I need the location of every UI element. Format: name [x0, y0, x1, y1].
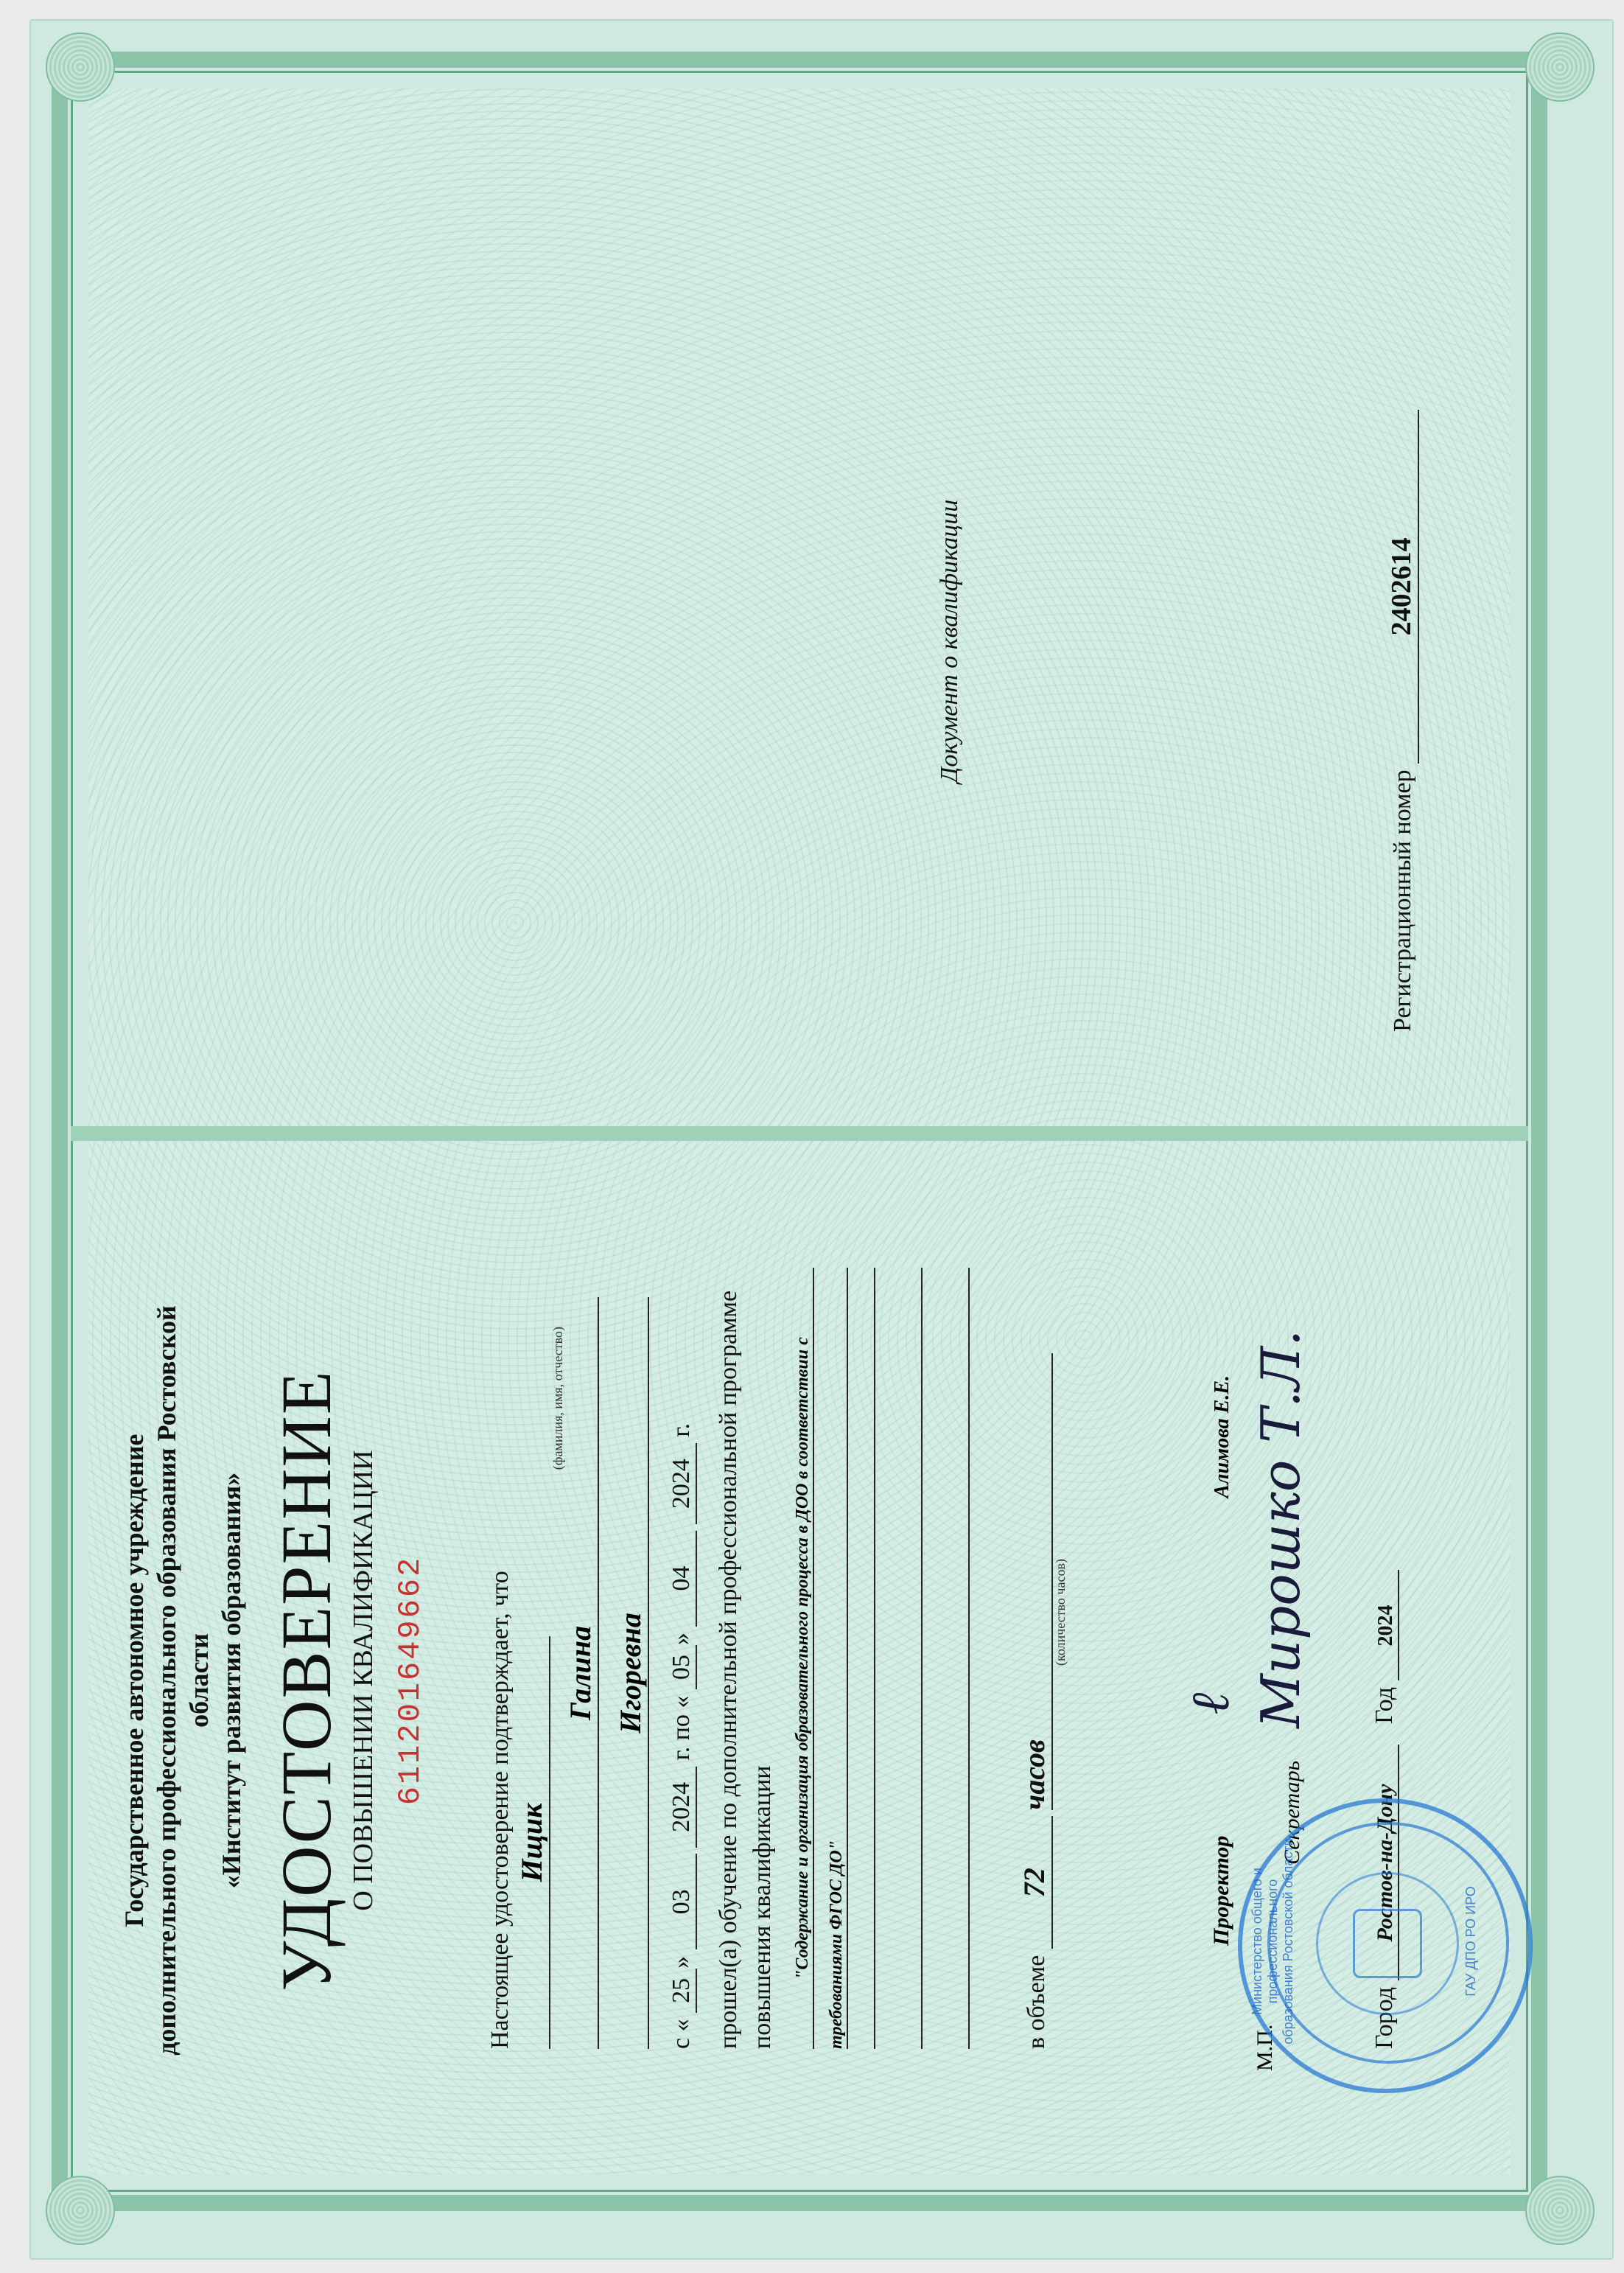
document-subtitle: О ПОВЫШЕНИИ КВАЛИФИКАЦИИ — [348, 1450, 379, 1911]
passed-text: прошел(а) обучение по дополнительной профессиональной программе — [715, 1290, 742, 2049]
from-label: с « — [668, 2019, 695, 2049]
reg-label: Регистрационный номер — [1389, 769, 1416, 1032]
stamp-inner-text: ГАУ ДПО РО ИРО — [1463, 1886, 1478, 1997]
first-name-field: Галина — [563, 1297, 599, 2049]
prorector-signature-icon: ℓ — [1179, 1692, 1241, 1715]
serial-number: 611201649662 — [393, 1555, 428, 1806]
hours-word: часов — [1017, 1353, 1053, 1810]
reg-number: 2402614 — [1385, 410, 1419, 764]
date-to-year: 2024 — [668, 1443, 697, 1524]
corner-rosette-icon — [1525, 2176, 1595, 2245]
hours-caption: (количество часов) — [1053, 1559, 1068, 1666]
city-value: Ростов-на-Дону — [1373, 1745, 1399, 1981]
date-to-month: 04 — [668, 1531, 697, 1627]
g-label: г. — [668, 1422, 695, 1437]
registration-row — [1385, 221, 1419, 1032]
city-label: Город — [1371, 1987, 1398, 2049]
prorector-row — [1179, 1282, 1242, 1946]
program-title-line-1: "Содержание и организация образовательного процесса в ДОО в соответствии с — [793, 1268, 814, 2049]
secretary-label: Секретарь — [1280, 1760, 1304, 1865]
date-from-month: 03 — [668, 1854, 697, 1949]
date-from-day: 25 — [668, 1969, 697, 2013]
corner-rosette-icon — [1525, 32, 1595, 102]
secretary-row — [1250, 1260, 1312, 1865]
date-row — [668, 1268, 697, 2049]
coat-of-arms-icon — [1353, 1909, 1422, 1978]
surname-field: Ищик — [514, 1636, 550, 2049]
quote-close: » — [668, 1633, 695, 1646]
org-line-1: Государственное автономное учреждение — [119, 1434, 149, 1927]
blank-line — [921, 1268, 923, 2049]
quote-close: » — [668, 1955, 695, 1969]
stamp-outer-text: Министерство общего и профессионального образования Ростовской области — [1250, 1838, 1295, 2045]
certificate-main-page — [74, 1150, 1518, 2211]
certificate-left-page — [74, 74, 1518, 1120]
date-to-day: 05 — [668, 1645, 697, 1689]
program-type: повышения квалификации — [749, 1765, 776, 2049]
volume-label: в объеме — [1023, 1955, 1050, 2049]
year-value: 2024 — [1374, 1571, 1399, 1681]
confirm-row — [486, 1297, 566, 2049]
org-line-3: «Институт развития образования» — [217, 1472, 246, 1889]
g-po-label: г. по « — [668, 1695, 695, 1761]
confirm-text: Настоящее удостоверение подтверждает, что — [486, 1571, 514, 2049]
volume-row — [1017, 1268, 1068, 2049]
date-from-year: 2024 — [668, 1767, 697, 1848]
org-line-2: дополнительного профессионального образования Ростовской области — [152, 1305, 214, 2056]
document-caption: Документ о квалификации — [936, 499, 963, 783]
prorector-label: Проректор — [1209, 1835, 1233, 1946]
blank-line — [874, 1268, 875, 2049]
official-stamp — [1238, 1798, 1533, 2093]
document-title: УДОСТОВЕРЕНИЕ — [267, 1369, 346, 1991]
mp-label: М.П. — [1253, 2024, 1277, 2071]
blank-line — [968, 1268, 970, 2049]
year-label: Год — [1371, 1687, 1398, 1724]
secretary-signature: Мирошко Т.Л. — [1250, 1329, 1312, 1728]
prorector-name: Алимова Е.Е. — [1211, 1375, 1233, 1498]
organization-header — [118, 1268, 428, 2093]
center-fold — [71, 1126, 1528, 1141]
fio-caption: (фамилия, имя, отчество) — [550, 1327, 565, 1470]
hours-value: 72 — [1017, 1816, 1053, 1949]
patronymic-field: Игоревна — [613, 1297, 649, 2049]
program-title-line-2: требованиями ФГОС ДО" — [827, 1268, 848, 2049]
